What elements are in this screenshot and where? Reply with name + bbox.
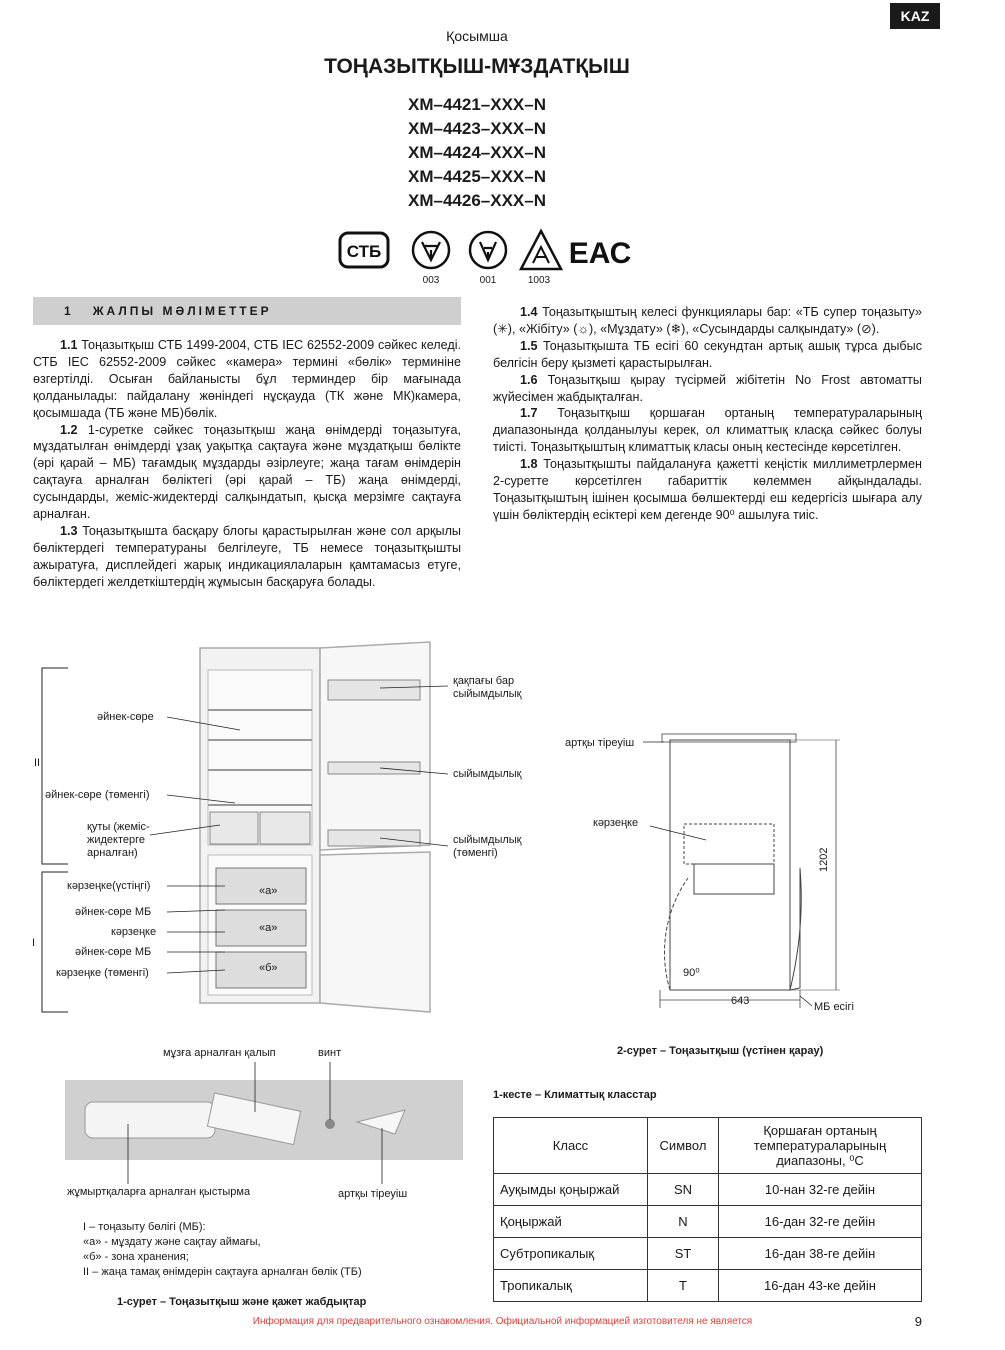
- label-ice-tray: мұзға арналған қалып: [163, 1047, 276, 1059]
- paragraph-text: Тоңазытқыштың келесі функциялары бар: «ТБ супер тоңазыту» (✳), «Жібіту» (☼), «Мұздату» (❄), «Сусындарды салқындату» (⊘).: [493, 305, 923, 336]
- paragraph-text: Тоңазытқыш СТБ 1499-2004, СТБ IEC 62552-2009 сәйкес келеді. СТБ IEC 62552-2009 сәйкес «камера» термині «бөлік» терминіне өзгертілді. Осыған байланысты бұл терминдер бір мағынада қолданылады: пайдалану жөніндегі нұсқауда (ТК және МК)камера, қосымшада (ТБ және МБ)бөлік.: [33, 338, 461, 420]
- label-fruit-bins: [87, 821, 150, 860]
- bracket-label-lower: I: [32, 937, 36, 949]
- label-lid-container: [453, 675, 521, 701]
- label-glass-shelf-mb: әйнек-сөре МБ: [75, 906, 152, 918]
- label-glass-shelf-mb: әйнек-сөре МБ: [75, 946, 152, 958]
- table-row: [494, 1206, 922, 1238]
- page-number: 9: [914, 1314, 922, 1329]
- cert-mark-1003-icon: [519, 229, 563, 271]
- accessories-panel: [65, 1062, 463, 1184]
- paragraph-text: Тоңазытқышты пайдалануға қажетті кеңістік миллиметрлермен 2-суретте көрсетілген габариттік көлеммен айқындалады. Тоңазытқыштың ішінен қосымша бөлшектерді еш кедергісіз шығара алу үшін бөліктердің есіктері кем дегенде 90⁰ ашылуға тиіс.: [493, 457, 923, 522]
- right-column: [493, 304, 922, 524]
- label-line: қақпағы бар: [453, 675, 515, 687]
- paragraph-text: 1-суретке сәйкес тоңазытқыш жаңа өнімдерді тоңазытуға, мұздатылған өнімдерді ұзақ уақытқа сақтауға және мұздатқыш бөлікте (әрі қарай – МБ) тағамдық мұздарды әзірлеуге; жаңа тағам өнімдерін сақтауға арналған бөліктегі (әрі қарай – ТБ) жаңа өнімдерді, сусындарды, жеміс-жидектерді салқындатып, қысқа мерзімге сақтауға арналған.: [33, 422, 461, 522]
- label-egg-holder: жұмыртқаларға арналған қыстырма: [67, 1186, 251, 1198]
- cert-number: 1003: [527, 275, 551, 286]
- cert-mark-003-icon: [411, 230, 451, 270]
- label-container: сыйымдылық: [453, 768, 522, 780]
- label-container-lower: [453, 834, 521, 860]
- paragraph: [33, 523, 461, 591]
- label-glass-shelf: әйнек-сөре: [97, 711, 154, 723]
- left-column: [33, 337, 461, 591]
- paragraph-number: 1.1: [60, 338, 78, 352]
- table-cell: 16-дан 38-ге дейін: [719, 1238, 922, 1270]
- label-line: қуты (жеміс-: [87, 821, 150, 833]
- label-line: (төменгі): [453, 847, 498, 859]
- cert-mark-001-icon: [468, 230, 508, 270]
- paragraph: [493, 372, 922, 406]
- fig2-angle: 90⁰: [683, 967, 700, 979]
- paragraph: [33, 337, 461, 422]
- table-row: [494, 1174, 922, 1206]
- model-item: ХМ–4424–ХХХ–N: [408, 143, 546, 162]
- eac-logo-text: ЕАС: [568, 237, 632, 270]
- label-line: сыйымдылық: [453, 834, 522, 846]
- paragraph-number: 1.3: [60, 523, 78, 538]
- paragraph: [493, 456, 922, 524]
- table-cell: ST: [648, 1238, 719, 1270]
- paragraph-number: 1.2: [60, 422, 78, 437]
- model-item: ХМ–4425–ХХХ–N: [408, 167, 546, 186]
- table-cell: SN: [648, 1174, 719, 1206]
- zone-label-a: «а»: [259, 885, 278, 897]
- stb-logo-icon: [339, 232, 389, 268]
- section-title: ЖАЛПЫ МӘЛІМЕТТЕР: [92, 304, 272, 318]
- table-cell: Ауқымды қоңыржай: [494, 1174, 648, 1206]
- legend-line: II – жаңа тамақ өнімдерін сақтауға арналған бөлік (ТБ): [83, 1266, 362, 1278]
- paragraph-text: Тоңазытқыш қырау түсірмей жібітетін No Frost автоматты жүйесімен жабдықталған.: [493, 372, 922, 404]
- certification-logos: [335, 228, 632, 288]
- label-line: сыйымдылық: [453, 688, 522, 700]
- fig2-label-basket: кәрзеңке: [593, 817, 639, 829]
- paragraph: [33, 422, 461, 523]
- zone-label-a: «а»: [259, 922, 278, 934]
- paragraph-text: Тоңазытқышта ТБ есігі 60 секундтан артық ашық тұрса дыбыс белгісін беру қызметі қарастырылған.: [493, 338, 922, 370]
- paragraph-number: 1.8: [520, 457, 538, 472]
- bracket-label-upper: II: [34, 757, 41, 769]
- fig2-label-door: МБ есігі: [814, 1001, 854, 1013]
- paragraph-number: 1.5: [520, 338, 538, 353]
- model-item: ХМ–4426–ХХХ–N: [408, 191, 546, 210]
- climate-class-table: [493, 1117, 922, 1302]
- cert-number: 003: [422, 275, 440, 286]
- footer-disclaimer: Информация для предварительного ознакомления. Официальной информацией изготовителя не является: [252, 1316, 753, 1327]
- page-title: ТОҢАЗЫТҚЫШ-МҰЗДАТҚЫШ: [324, 55, 630, 78]
- figure1-legend: [83, 1220, 362, 1280]
- table-cell: Субтропикалық: [494, 1238, 648, 1270]
- figure1-caption: 1-сурет – Тоңазытқыш және қажет жабдықтар: [117, 1296, 367, 1308]
- label-basket: кәрзеңке: [111, 926, 157, 938]
- fig2-label-rear-support: артқы тіреуіш: [565, 737, 635, 749]
- table-cell: Тропикалық: [494, 1270, 648, 1302]
- screw-icon: [325, 1119, 335, 1129]
- section-number: 1: [64, 304, 74, 318]
- table-header-row: [494, 1118, 922, 1174]
- zone-label-b: «б»: [259, 962, 278, 974]
- paragraph-number: 1.4: [520, 305, 538, 319]
- paragraph: [493, 405, 922, 456]
- label-line: арналған): [87, 847, 138, 859]
- language-badge: KAZ: [890, 3, 940, 29]
- paragraph-number: 1.6: [520, 372, 538, 387]
- table1-title: 1-кесте – Климаттық класстар: [493, 1089, 657, 1101]
- table-row: [494, 1238, 922, 1270]
- paragraph-number: 1.7: [520, 406, 538, 421]
- label-basket-bottom: кәрзеңке (төменгі): [56, 967, 149, 979]
- table-header-cell: Класс: [494, 1118, 648, 1174]
- label-basket-top: кәрзеңке(үстіңгі): [67, 880, 151, 892]
- table-cell: 16-дан 43-ке дейін: [719, 1270, 922, 1302]
- table-cell: Қоңыржай: [494, 1206, 648, 1238]
- fig2-dimension-height: 1202: [818, 847, 830, 872]
- supertitle: Қосымша: [446, 28, 508, 44]
- paragraph-text: Тоңазытқышта басқару блогы қарастырылған және сол арқылы бөліктердегі температураны белгілеуге, ТБ немесе тоңазытқышты ажыратуға, дисплейдегі жарық индикациялаларын қамтамасыз етуге, бөліктердегі желдеткіштердің жұмысын басқаруға болады.: [33, 523, 461, 589]
- table-cell: 16-дан 32-ге дейін: [719, 1206, 922, 1238]
- cert-number: 001: [479, 275, 497, 286]
- table-header-cell: Символ: [648, 1118, 719, 1174]
- label-glass-shelf-lower: әйнек-сөре (төменгі): [45, 789, 150, 801]
- paragraph: [493, 338, 922, 372]
- table-header-cell: Қоршаған ортаның температураларының диапазоны, ⁰С: [719, 1118, 922, 1174]
- label-screw: винт: [318, 1047, 342, 1059]
- model-list: [0, 93, 954, 213]
- figure2-top-view: [640, 728, 850, 1028]
- table-cell: N: [648, 1206, 719, 1238]
- model-item: ХМ–4421–ХХХ–N: [408, 95, 546, 114]
- figure2-caption: 2-сурет – Тоңазытқыш (үстінен қарау): [617, 1045, 824, 1057]
- paragraph: [493, 304, 922, 338]
- legend-line: «б» - зона хранения;: [83, 1251, 189, 1263]
- paragraph-text: Тоңазытқыш қоршаған ортаның температураларының диапазонында қолданылуы керек, ол климаттық класқа сәйкес болуы тиісті. Тоңазытқыштың климаттық класы оның кестесінде көрсетілген.: [493, 406, 923, 455]
- legend-line: «а» - мұздату және сақтау аймағы,: [83, 1236, 261, 1248]
- stb-logo-text: СТБ: [346, 242, 382, 261]
- label-rear-support: артқы тіреуіш: [338, 1188, 408, 1200]
- table-cell: T: [648, 1270, 719, 1302]
- label-line: жидектерге: [87, 834, 146, 846]
- table-row: [494, 1270, 922, 1302]
- section-heading: [64, 304, 272, 318]
- eac-logo-icon: [568, 231, 632, 270]
- model-item: ХМ–4423–ХХХ–N: [408, 119, 546, 138]
- egg-holder-icon: [85, 1102, 215, 1138]
- legend-line: I – тоңазыту бөлігі (МБ):: [83, 1221, 206, 1233]
- fig2-dimension-width: 643: [731, 995, 750, 1007]
- table-cell: 10-нан 32-ге дейін: [719, 1174, 922, 1206]
